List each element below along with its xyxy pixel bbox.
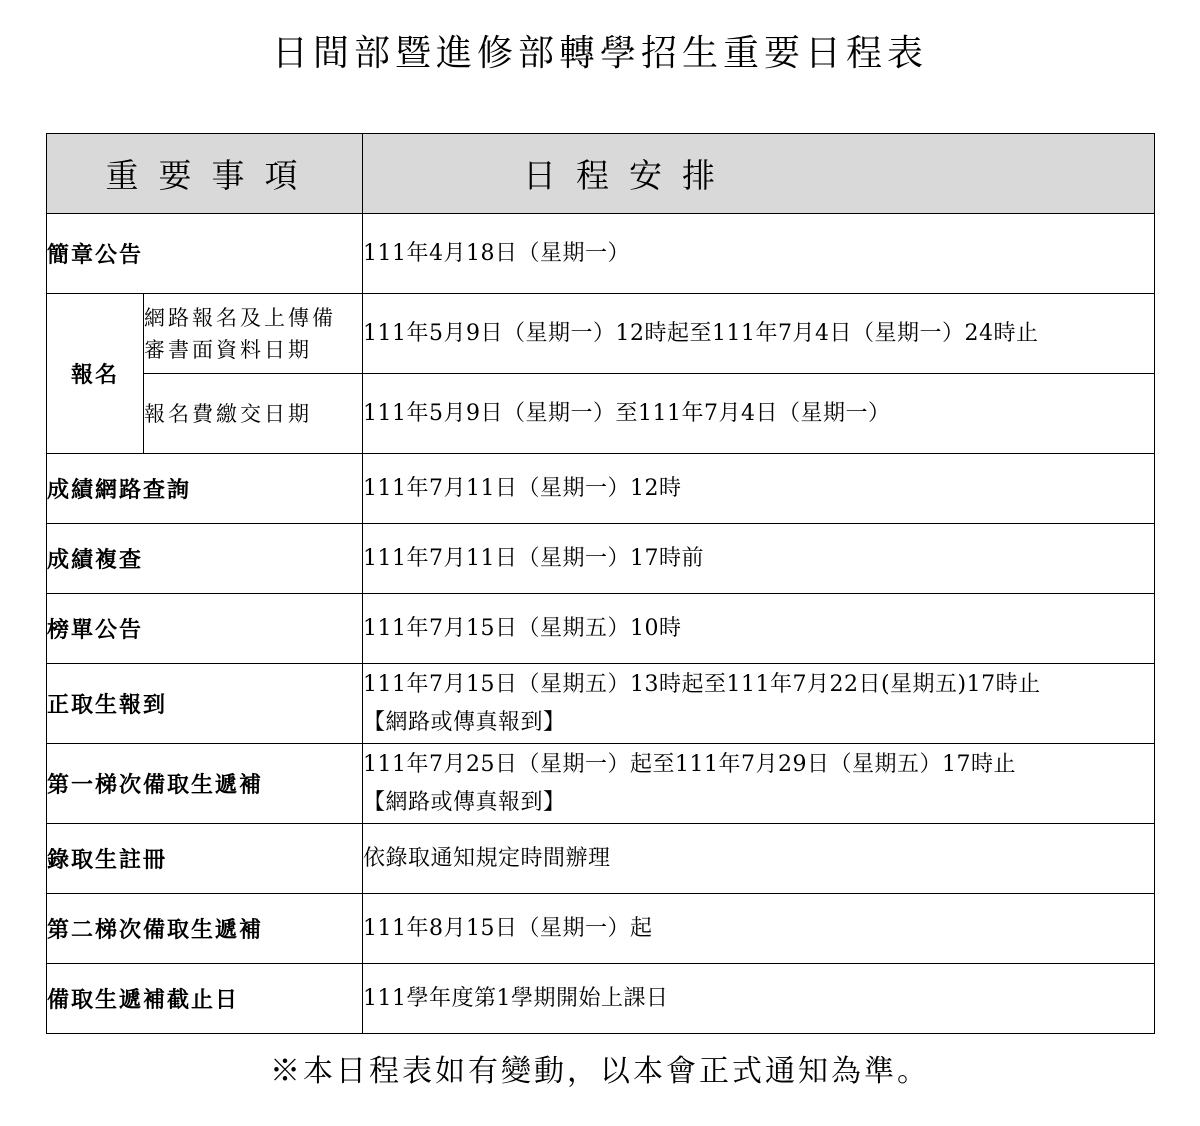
row-item-enroll: 正取生報到 [47, 664, 363, 744]
row-item-wait2: 第二梯次備取生遞補 [47, 894, 363, 964]
table-row [47, 374, 1155, 454]
header-schedule: 日程安排 [363, 134, 1155, 214]
row-item-registration: 錄取生註冊 [47, 824, 363, 894]
table-row [47, 594, 1155, 664]
row-schedule-fee: 111年5月9日（星期一）至111年7月4日（星期一） [363, 374, 1155, 454]
header-important-items: 重要事項 [47, 134, 363, 214]
row-schedule-registration: 依錄取通知規定時間辦理 [363, 824, 1155, 894]
table-row [47, 524, 1155, 594]
row-group-register: 報名 [47, 294, 144, 454]
table-row [47, 664, 1155, 744]
table-row [47, 824, 1155, 894]
row-schedule-wait1 [363, 744, 1155, 824]
table-row [47, 964, 1155, 1034]
page-title: 日間部暨進修部轉學招生重要日程表 [271, 33, 928, 74]
table-row [47, 744, 1155, 824]
row-item-score-query: 成績網路查詢 [47, 454, 363, 524]
row-item-announce: 簡章公告 [47, 214, 363, 294]
row-schedule-online-register: 111年5月9日（星期一）12時起至111年7月4日（星期一）24時止 [363, 294, 1155, 374]
row-item-online-register-line1: 網路報名及上傳備 [144, 305, 336, 330]
row-schedule-wait1-line1: 111年7月25日（星期一）起至111年7月29日（星期五）17時止 [363, 751, 1016, 777]
row-schedule-score-query: 111年7月11日（星期一）12時 [363, 454, 1155, 524]
footnote: ※本日程表如有變動，以本會正式通知為準。 [270, 1054, 930, 1089]
row-schedule-enroll [363, 664, 1155, 744]
schedule-table [46, 133, 1155, 1034]
row-item-wait1: 第一梯次備取生遞補 [47, 744, 363, 824]
table-row [47, 894, 1155, 964]
row-item-score-review: 成績複查 [47, 524, 363, 594]
row-schedule-score-review: 111年7月11日（星期一）17時前 [363, 524, 1155, 594]
row-item-results: 榜單公告 [47, 594, 363, 664]
table-header-row [47, 134, 1155, 214]
row-item-deadline: 備取生遞補截止日 [47, 964, 363, 1034]
table-row [47, 214, 1155, 294]
row-schedule-announce: 111年4月18日（星期一） [363, 214, 1155, 294]
table-row [47, 294, 1155, 374]
row-schedule-results: 111年7月15日（星期五）10時 [363, 594, 1155, 664]
row-schedule-deadline: 111學年度第1學期開始上課日 [363, 964, 1155, 1034]
row-schedule-enroll-line1: 111年7月15日（星期五）13時起至111年7月22日(星期五)17時止 [363, 671, 1041, 697]
row-schedule-wait1-line2: 【網路或傳真報到】 [363, 789, 566, 815]
row-schedule-wait2: 111年8月15日（星期一）起 [363, 894, 1155, 964]
row-item-online-register [144, 294, 363, 374]
table-row [47, 454, 1155, 524]
row-item-online-register-line2: 審書面資料日期 [144, 337, 312, 362]
row-schedule-enroll-line2: 【網路或傳真報到】 [363, 709, 566, 735]
row-item-fee: 報名費繳交日期 [144, 374, 363, 454]
